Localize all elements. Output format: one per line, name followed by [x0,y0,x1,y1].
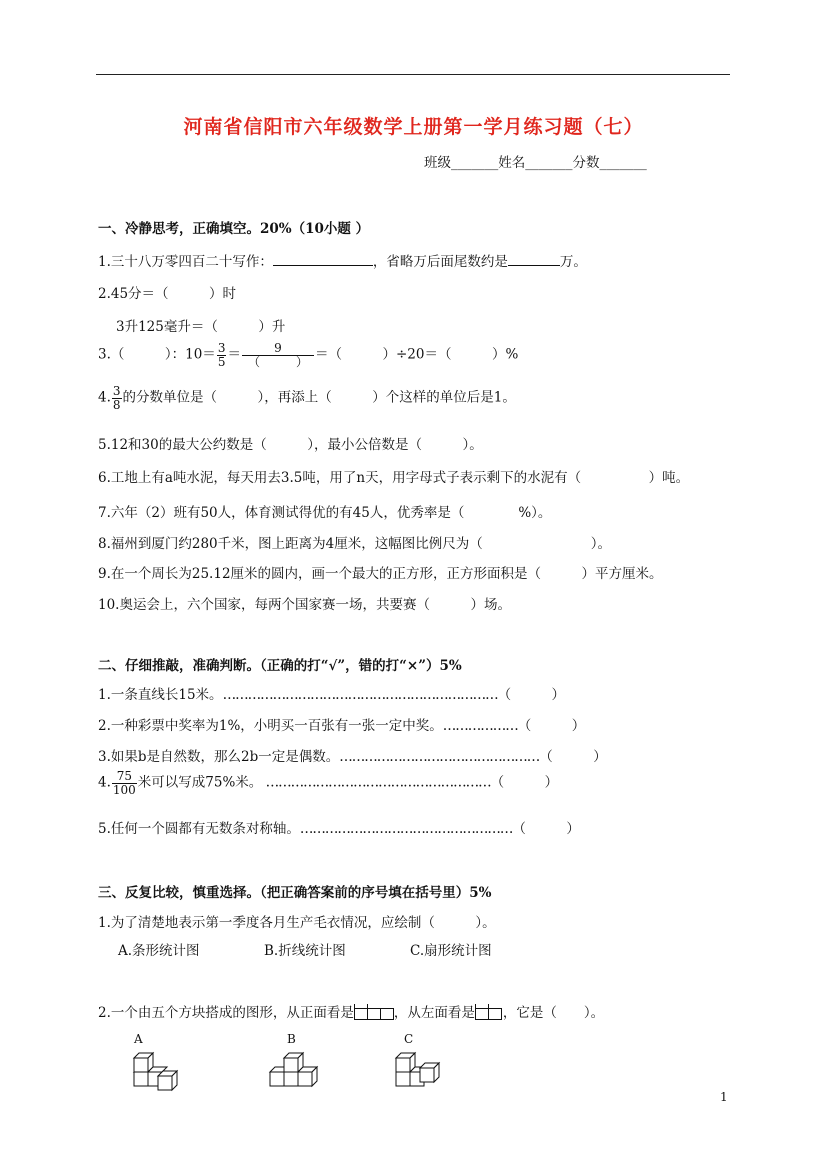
fraction: $\frac{3}{5}$ [217,341,226,369]
answer-paren[interactable]: （ ） [539,749,607,765]
s2-question-1: 1.一条直线长15米。…………………………………………………………（ ） [98,687,566,703]
section3-heading: 三、反复比较，慎重选择。（把正确答案前的序号填在括号里）5% [98,885,492,901]
s1-question-1: 1.三十八万零四百二十写作： ，省略万后面尾数约是 万。 [98,254,587,270]
option-a[interactable]: A.条形统计图 [118,943,200,959]
s1-question-4: 4. $\frac{3}{8}$ 的分数单位是（ ），再添上（ ）个这样的单位后是1。 [98,384,516,412]
s3-question-2: 2.一个由五个方块搭成的图形，从正面看是 ，从左面看是 ，它是（ ）。 [98,1001,604,1021]
figure-label-b: B [287,1032,296,1046]
answer-blank[interactable] [508,253,560,266]
front-view-icon [354,1004,394,1020]
s1-question-5: 5.12和30的最大公约数是（ ），最小公倍数是（ ）。 [98,437,483,453]
answer-paren[interactable]: （ ） [512,821,580,837]
s1-question-9: 9.在一个周长为25.12厘米的圆内，画一个最大的正方形，正方形面积是（ ）平方厘米。 [98,566,663,582]
s1-question-8: 8.福州到厦门约280千米，图上距离为4厘米，这幅图比例尺为（ ）。 [98,536,611,552]
section1-heading: 一、冷静思考，正确填空。20%（10小题 ） [98,221,370,237]
s2-question-3: 3.如果b是自然数，那么2b一定是偶数。…………………………………………（ ） [98,749,607,765]
option-b[interactable]: B.折线统计图 [264,943,346,959]
page-title: 河南省信阳市六年级数学上册第一学月练习题（七） [183,116,644,138]
s1-question-3: 3.（ ）：10＝ $\frac{3}{5}$ ＝ $\frac{9}{( )}$ ＝（ ）÷20＝（ ）% [98,341,519,369]
left-view-icon [475,1004,503,1020]
section2-heading: 二、仔细推敲，准确判断。（正确的打“√”，错的打“×”）5% [98,658,462,674]
figure-label-c: C [404,1032,414,1046]
s1-question-10: 10.奥运会上，六个国家，每两个国家赛一场，共要赛（ ）场。 [98,597,511,613]
student-info-line: 班级_______姓名_______分数_______ [424,155,647,171]
s1-question-2b: 3升125毫升＝（ ）升 [116,319,286,335]
s1-question-6: 6.工地上有a吨水泥，每天用去3.5吨，用了n天，用字母式子表示剩下的水泥有（ ）吨。 [98,470,690,486]
answer-paren[interactable]: （ ） [497,687,566,703]
s2-question-5: 5.任何一个圆都有无数条对称轴。……………………………………………（ ） [98,821,580,837]
header-rule [96,74,730,75]
s2-question-2: 2.一种彩票中奖率为1%，小明买一百张有一张一定中奖。………………（ ） [98,718,586,734]
s3-question-1: 1.为了清楚地表示第一季度各月生产毛衣情况，应绘制（ ）。 [98,915,496,931]
option-c[interactable]: C.扇形统计图 [410,943,492,959]
answer-blank[interactable] [273,253,373,266]
figure-label-a: A [134,1032,143,1046]
cube-figure-a[interactable] [130,1048,190,1094]
answer-paren[interactable]: （ ） [517,718,586,734]
s1-question-2: 2.45分＝（ ）时 [98,286,237,302]
fraction: $\frac{75}{100}$ [112,769,136,797]
s1-question-7: 7.六年（2）班有50人，体育测试得优的有45人，优秀率是（ %）。 [98,505,552,521]
cube-figure-c[interactable] [392,1048,452,1094]
answer-paren[interactable]: （ ） [490,774,559,791]
page-number: 1 [720,1090,728,1104]
s2-question-4: 4. $\frac{75}{100}$ 米可以写成75%米。 ………………………………………………（ ） [98,769,559,797]
fraction: $\frac{9}{( )}$ [242,342,314,368]
fraction: $\frac{3}{8}$ [112,384,121,412]
cube-figure-b[interactable] [266,1048,326,1094]
